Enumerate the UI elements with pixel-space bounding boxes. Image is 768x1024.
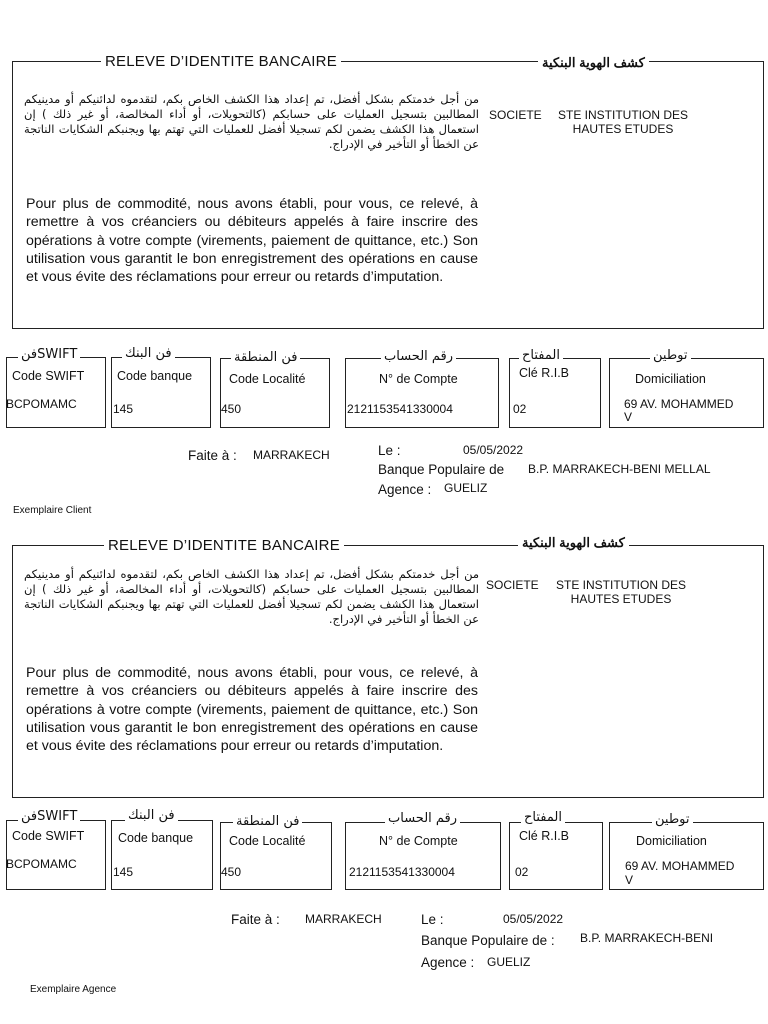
faite-label: Faite à :	[231, 912, 280, 927]
faite-label: Faite à :	[188, 448, 237, 463]
swift-ar-label: SWIFTفن	[18, 347, 80, 362]
societe-label: SOCIETE	[489, 108, 542, 122]
releve-title: RELEVE D’IDENTITE BANCAIRE	[104, 537, 344, 554]
localite-box	[220, 822, 332, 890]
rib-label: Clé R.I.B	[519, 366, 570, 380]
localite-ar-label: فن المنطقة	[231, 350, 300, 365]
agence-value: GUELIZ	[487, 955, 531, 969]
arabic-paragraph: من أجل خدمتكم بشكل أفضل، تم إعداد هذا الكشف الخاص بكم، لتقدموه لدائنيكم أو مدينيكم المطالبين بتسجيل العمليات على حسابكم (كالتحويلات، أو أداء المخالصة، أو غير ذلك ) إن استعمال هذا الكشف يضمن لكم تسجيلا أفضل للعمليات التي تهتم بها ويجنبكم الشكايات الناتجة عن الخطأ أو التأخير في الإدراج.	[24, 92, 479, 151]
societe-name-line2: HAUTES ETUDES	[572, 122, 674, 136]
agence-label: Agence :	[421, 955, 475, 970]
domiciliation-label: Domiciliation	[636, 834, 707, 848]
swift-value: BCPOMAMC	[6, 397, 77, 411]
localite-label: Code Localité	[229, 834, 306, 848]
compte-value: 2121153541330004	[349, 865, 455, 879]
domiciliation-value-line1: 69 AV. MOHAMMED	[624, 397, 734, 411]
swift-value: BCPOMAMC	[6, 857, 77, 871]
french-paragraph: Pour plus de commodité, nous avons établi, pour vous, ce relevé, à remettre à vos créanciers ou débiteurs appelés à faire inscrire des opérations à votre compte (virements, paiement de quittance, etc.) Son utilisation vous garantit le bon enregistrement des opérations en cause et vous évite des réclamations pour erreur ou retards d’imputation.	[26, 196, 478, 286]
compte-value: 2121153541330004	[347, 402, 453, 416]
rib-label: Clé R.I.B	[519, 829, 570, 843]
banque-populaire-label: Banque Populaire de	[378, 462, 505, 477]
rib-value: 02	[513, 402, 527, 416]
releve-title: RELEVE D’IDENTITE BANCAIRE	[101, 53, 341, 70]
societe-name-line1: STE INSTITUTION DES	[557, 108, 688, 122]
rib-value: 02	[515, 865, 529, 879]
swift-label: Code SWIFT	[12, 829, 85, 843]
banque-ar-label: فن البنك	[125, 808, 178, 823]
compte-ar-label: رقم الحساب	[385, 811, 460, 826]
localite-value: 450	[221, 402, 242, 416]
compte-label: N° de Compte	[379, 372, 458, 386]
compte-box	[345, 822, 501, 890]
arabic-paragraph: من أجل خدمتكم بشكل أفضل، تم إعداد هذا الكشف الخاص بكم، لتقدموه لدائنيكم أو مدينيكم المطالبين بتسجيل العمليات على حسابكم (كالتحويلات، أو أداء المخالصة، أو غير ذلك ) إن استعمال هذا الكشف يضمن لكم تسجيلا أفضل للعمليات التي تهتم بها ويجنبكم الشكايات الناتجة عن الخطأ أو التأخير في الإدراج.	[24, 567, 479, 626]
banque-ar-label: فن البنك	[122, 346, 175, 361]
localite-value: 450	[221, 865, 242, 879]
french-paragraph: Pour plus de commodité, nous avons établi, pour vous, ce relevé, à remettre à vos créanciers ou débiteurs appelés à faire inscrire des opérations à votre compte (virements, paiement de quittance, etc.) Son utilisation vous garantit le bon enregistrement des opérations en cause et vous évite des réclamations pour erreur ou retards d’imputation.	[26, 665, 478, 755]
societe-name-line1: STE INSTITUTION DES	[555, 578, 686, 592]
faite-value: MARRAKECH	[253, 448, 330, 462]
releve-title-ar: كشف الهوية البنكية	[538, 55, 649, 71]
rib-ar-label: المفتاح	[519, 348, 563, 363]
domiciliation-ar-label: توطين	[652, 812, 693, 827]
banque-value: 145	[113, 402, 134, 416]
le-label: Le :	[378, 443, 401, 458]
localite-ar-label: فن المنطقة	[233, 814, 302, 829]
domiciliation-label: Domiciliation	[635, 372, 706, 386]
banque-label: Code banque	[118, 831, 194, 845]
domiciliation-value-line2: V	[625, 873, 634, 887]
agence-label: Agence :	[378, 482, 432, 497]
localite-label: Code Localité	[229, 372, 306, 386]
le-value: 05/05/2022	[503, 912, 564, 926]
banque-populaire-label: Banque Populaire de :	[421, 933, 555, 948]
exemplaire-client: Exemplaire Client	[13, 505, 92, 516]
societe-name-line2: HAUTES ETUDES	[570, 592, 672, 606]
swift-label: Code SWIFT	[12, 369, 85, 383]
banque-populaire-value: B.P. MARRAKECH-BENI	[580, 931, 714, 945]
societe-label: SOCIETE	[486, 578, 539, 592]
banque-value: 145	[113, 865, 134, 879]
agence-value: GUELIZ	[444, 481, 488, 495]
le-label: Le :	[421, 912, 444, 927]
le-value: 05/05/2022	[463, 443, 524, 457]
exemplaire-agence: Exemplaire Agence	[30, 984, 117, 995]
domiciliation-value-line2: V	[624, 410, 633, 424]
domiciliation-ar-label: توطين	[650, 348, 691, 363]
faite-value: MARRAKECH	[305, 912, 382, 926]
compte-ar-label: رقم الحساب	[381, 349, 456, 364]
banque-populaire-value: B.P. MARRAKECH-BENI MELLAL	[528, 462, 711, 476]
banque-label: Code banque	[117, 369, 193, 383]
releve-title-ar: كشف الهوية البنكية	[518, 535, 629, 551]
compte-label: N° de Compte	[379, 834, 458, 848]
domiciliation-value-line1: 69 AV. MOHAMMED	[625, 859, 735, 873]
rib-ar-label: المفتاح	[521, 810, 565, 825]
swift-ar-label: SWIFTفن	[18, 809, 80, 824]
